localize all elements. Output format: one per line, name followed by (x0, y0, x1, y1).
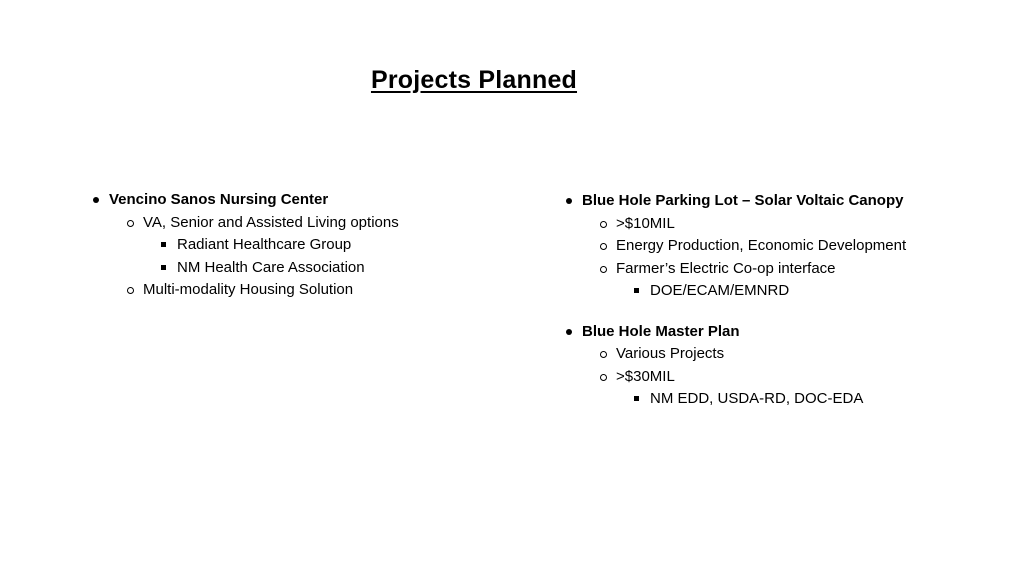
list-item-label: Farmer’s Electric Co-op interface (616, 259, 836, 277)
bullet-circle-icon (600, 266, 607, 273)
list-item-label: Blue Hole Master Plan (582, 322, 740, 340)
bullet-dot-icon (566, 329, 572, 335)
left-column (92, 189, 512, 302)
list-item (92, 234, 512, 257)
list-item (92, 212, 512, 235)
bullet-square-icon (161, 242, 166, 247)
bullet-square-icon (161, 265, 166, 270)
list-item-label: VA, Senior and Assisted Living options (143, 213, 399, 231)
list-item-label: Various Projects (616, 345, 725, 362)
list-item (565, 258, 1005, 281)
bullet-circle-icon (600, 243, 607, 250)
list-item-label: Multi-modality Housing Solution (143, 281, 354, 298)
list-item (565, 213, 1005, 236)
list-item-label: NM Health Care Association (177, 258, 365, 276)
bullet-square-icon (634, 288, 639, 293)
list-item (92, 257, 512, 280)
list-item-label: Blue Hole Parking Lot – Solar Voltaic Canopy (582, 192, 904, 209)
list-item (565, 235, 1005, 258)
bullet-dot-icon (93, 197, 99, 203)
list-item-label: NM EDD, USDA-RD, DOC-EDA (650, 390, 864, 407)
bullet-square-icon (634, 396, 639, 401)
right-column (565, 190, 1005, 411)
list-item (565, 343, 1005, 366)
list-item-label: Radiant Healthcare Group (177, 236, 352, 253)
list-item (92, 189, 512, 212)
slide-title: Projects Planned (370, 66, 578, 94)
bullet-circle-icon (127, 287, 134, 294)
bullet-dot-icon (566, 198, 572, 204)
spacer (565, 303, 1005, 321)
bullet-circle-icon (600, 351, 607, 358)
list-item (565, 321, 1005, 344)
bullet-circle-icon (127, 220, 134, 227)
list-item-label: >$30MIL (616, 367, 675, 385)
list-item (92, 279, 512, 302)
list-item (565, 388, 1005, 411)
list-item (565, 190, 1005, 213)
bullet-circle-icon (600, 221, 607, 228)
list-item-label: >$10MIL (616, 214, 675, 232)
list-item-label: Vencino Sanos Nursing Center (109, 191, 329, 208)
list-item (565, 366, 1005, 389)
bullet-circle-icon (600, 374, 607, 381)
list-item (565, 280, 1005, 303)
list-item-label: Energy Production, Economic Development (616, 237, 907, 254)
list-item-label: DOE/ECAM/EMNRD (650, 282, 790, 299)
